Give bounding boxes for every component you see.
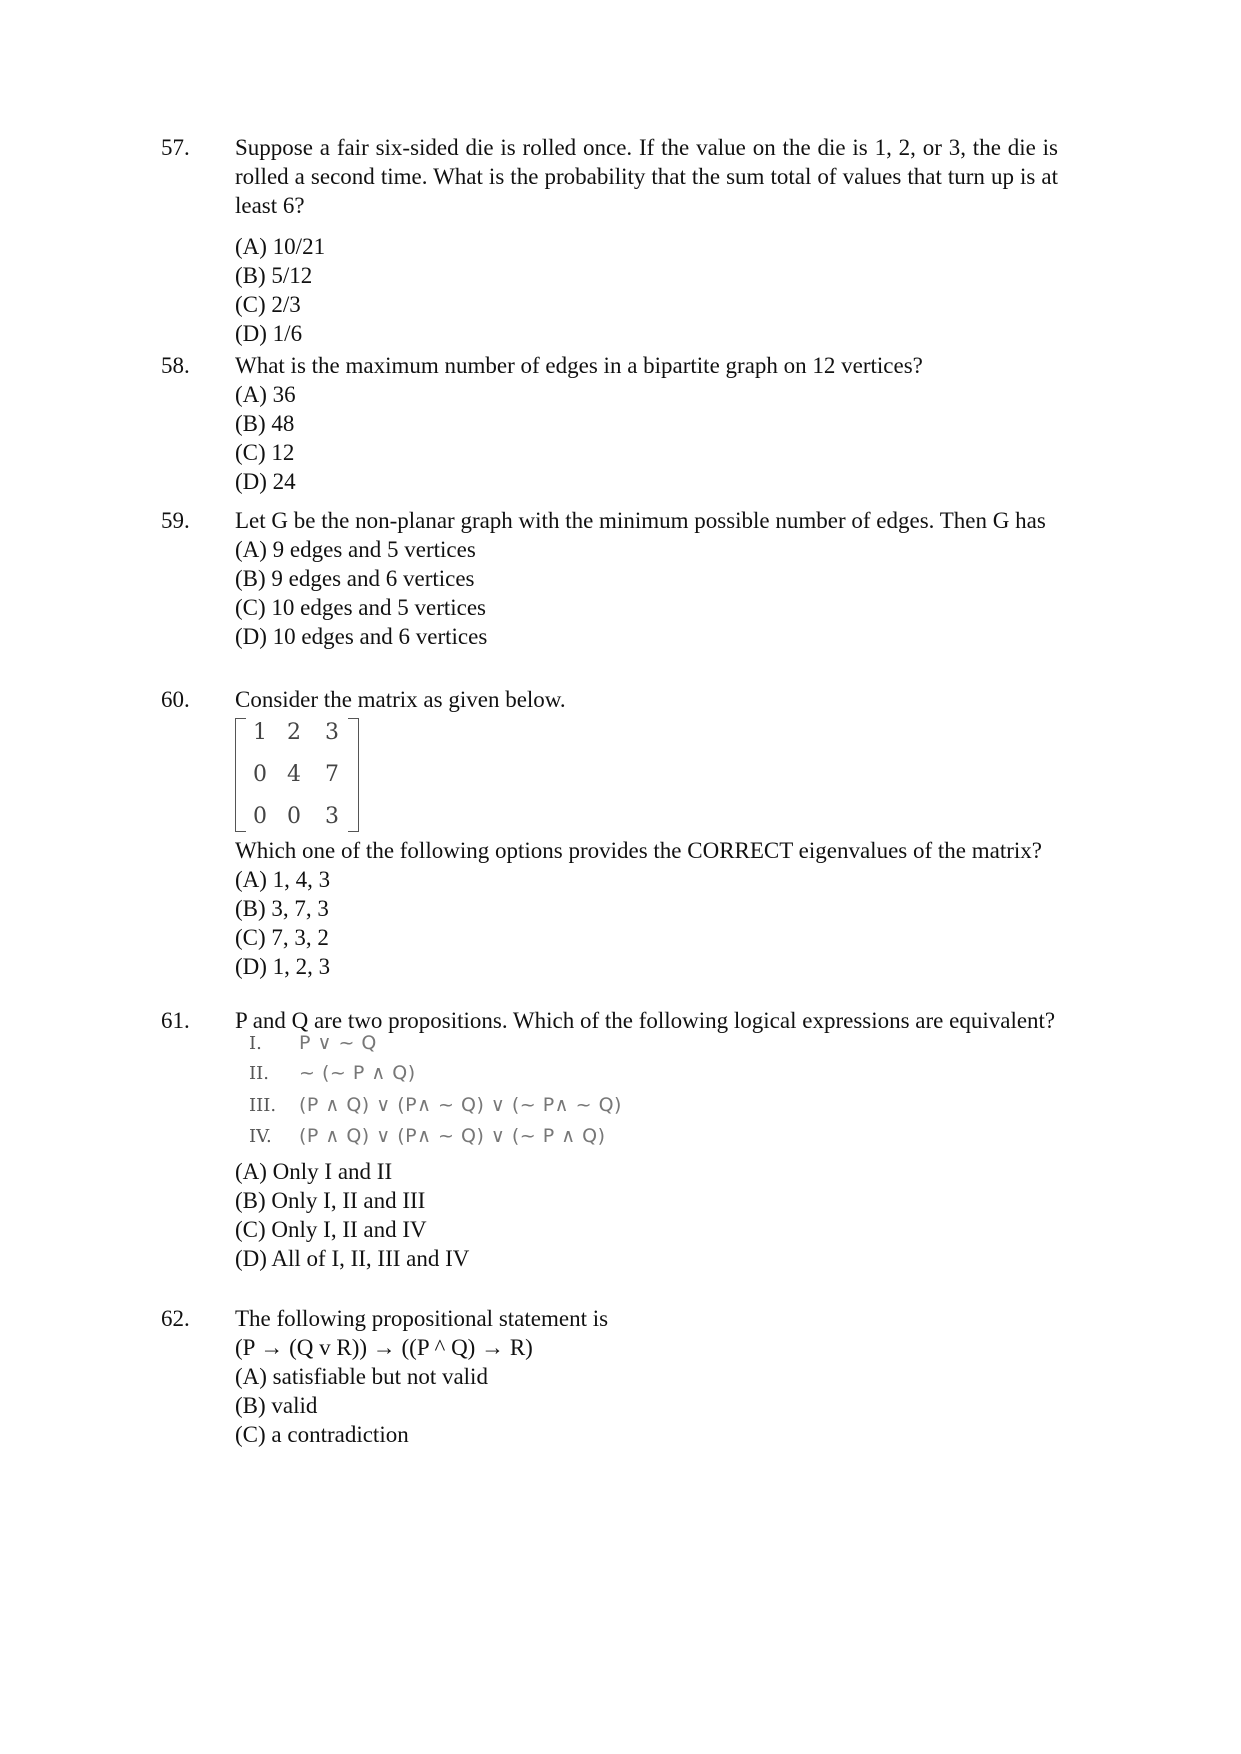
question-number: 58. [161, 353, 190, 378]
expression: (P ∧ Q) ∨ (P∧ ~ Q) ∨ (~ P∧ ~ Q) [299, 1094, 622, 1116]
expression-label: I. [249, 1033, 262, 1054]
option-b: (B) valid [235, 1393, 318, 1418]
question-stem-continued: Which one of the following options provides the CORRECT eigenvalues of the matrix? [235, 838, 1042, 863]
matrix-cell: 0 [287, 804, 301, 829]
question-stem: Consider the matrix as given below. [235, 687, 566, 712]
option-a: (A) 10/21 [235, 234, 326, 259]
question-stem: What is the maximum number of edges in a bipartite graph on 12 vertices? [235, 353, 923, 378]
option-b: (B) 48 [235, 411, 295, 436]
option-a: (A) satisfiable but not valid [235, 1364, 488, 1389]
question-number: 60. [161, 687, 190, 712]
matrix-cell: 3 [325, 804, 339, 829]
matrix-cell: 7 [325, 762, 339, 787]
question-number: 59. [161, 508, 190, 533]
option-c: (C) Only I, II and IV [235, 1217, 427, 1242]
option-b: (B) 5/12 [235, 263, 313, 288]
question-body [235, 351, 1058, 496]
option-a: (A) Only I and II [235, 1159, 393, 1184]
question-body [235, 133, 1058, 348]
question-body [235, 685, 1058, 981]
option-b: (B) 3, 7, 3 [235, 896, 329, 921]
question-stem: Let G be the non-planar graph with the minimum possible number of edges. Then G has [235, 508, 1046, 533]
option-d: (D) All of I, II, III and IV [235, 1246, 470, 1271]
expression-label: II. [249, 1063, 269, 1084]
option-c: (C) 7, 3, 2 [235, 925, 329, 950]
matrix-cell: 3 [325, 720, 339, 745]
expression-label: III. [249, 1095, 277, 1116]
matrix-cell: 2 [287, 720, 301, 745]
option-a: (A) 9 edges and 5 vertices [235, 537, 476, 562]
matrix-right-bracket [348, 718, 359, 832]
expression-label: IV. [249, 1126, 272, 1147]
option-a: (A) 36 [235, 382, 296, 407]
formula: (P → (Q v R)) → ((P ^ Q) → R) [235, 1335, 533, 1360]
question-stem: The following propositional statement is [235, 1306, 609, 1331]
question-number: 62. [161, 1306, 190, 1331]
option-c: (C) 2/3 [235, 292, 301, 317]
option-d: (D) 24 [235, 469, 296, 494]
option-d: (D) 10 edges and 6 vertices [235, 624, 488, 649]
option-b: (B) 9 edges and 6 vertices [235, 566, 475, 591]
option-b: (B) Only I, II and III [235, 1188, 426, 1213]
expression: (P ∧ Q) ∨ (P∧ ~ Q) ∨ (~ P ∧ Q) [299, 1125, 606, 1147]
question-body [235, 1304, 1058, 1449]
question-number: 61. [161, 1008, 190, 1033]
expression: ~ (~ P ∧ Q) [299, 1062, 416, 1084]
option-d: (D) 1/6 [235, 321, 303, 346]
option-c: (C) 10 edges and 5 vertices [235, 595, 487, 620]
expression: P ∨ ~ Q [299, 1032, 377, 1054]
matrix-left-bracket [235, 718, 246, 832]
matrix-cell: 1 [253, 720, 267, 745]
option-c: (C) 12 [235, 440, 295, 465]
matrix-cell: 4 [287, 762, 301, 787]
question-stem: Suppose a fair six-sided die is rolled once. If the value on the die is 1, 2, or 3, the die is rolled a second time. What is the probability that the sum total of values that turn up is at least 6? [235, 135, 1058, 218]
matrix-cell: 0 [253, 762, 267, 787]
option-d: (D) 1, 2, 3 [235, 954, 331, 979]
option-c: (C) a contradiction [235, 1422, 409, 1447]
question-number: 57. [161, 135, 190, 160]
question-body [235, 506, 1058, 651]
logical-expressions [235, 1029, 1058, 1157]
matrix-cell: 0 [253, 804, 267, 829]
question-stem: P and Q are two propositions. Which of the following logical expressions are equivalent? [235, 1008, 1056, 1033]
question-body [235, 1006, 1058, 1273]
matrix [235, 716, 365, 834]
option-a: (A) 1, 4, 3 [235, 867, 331, 892]
